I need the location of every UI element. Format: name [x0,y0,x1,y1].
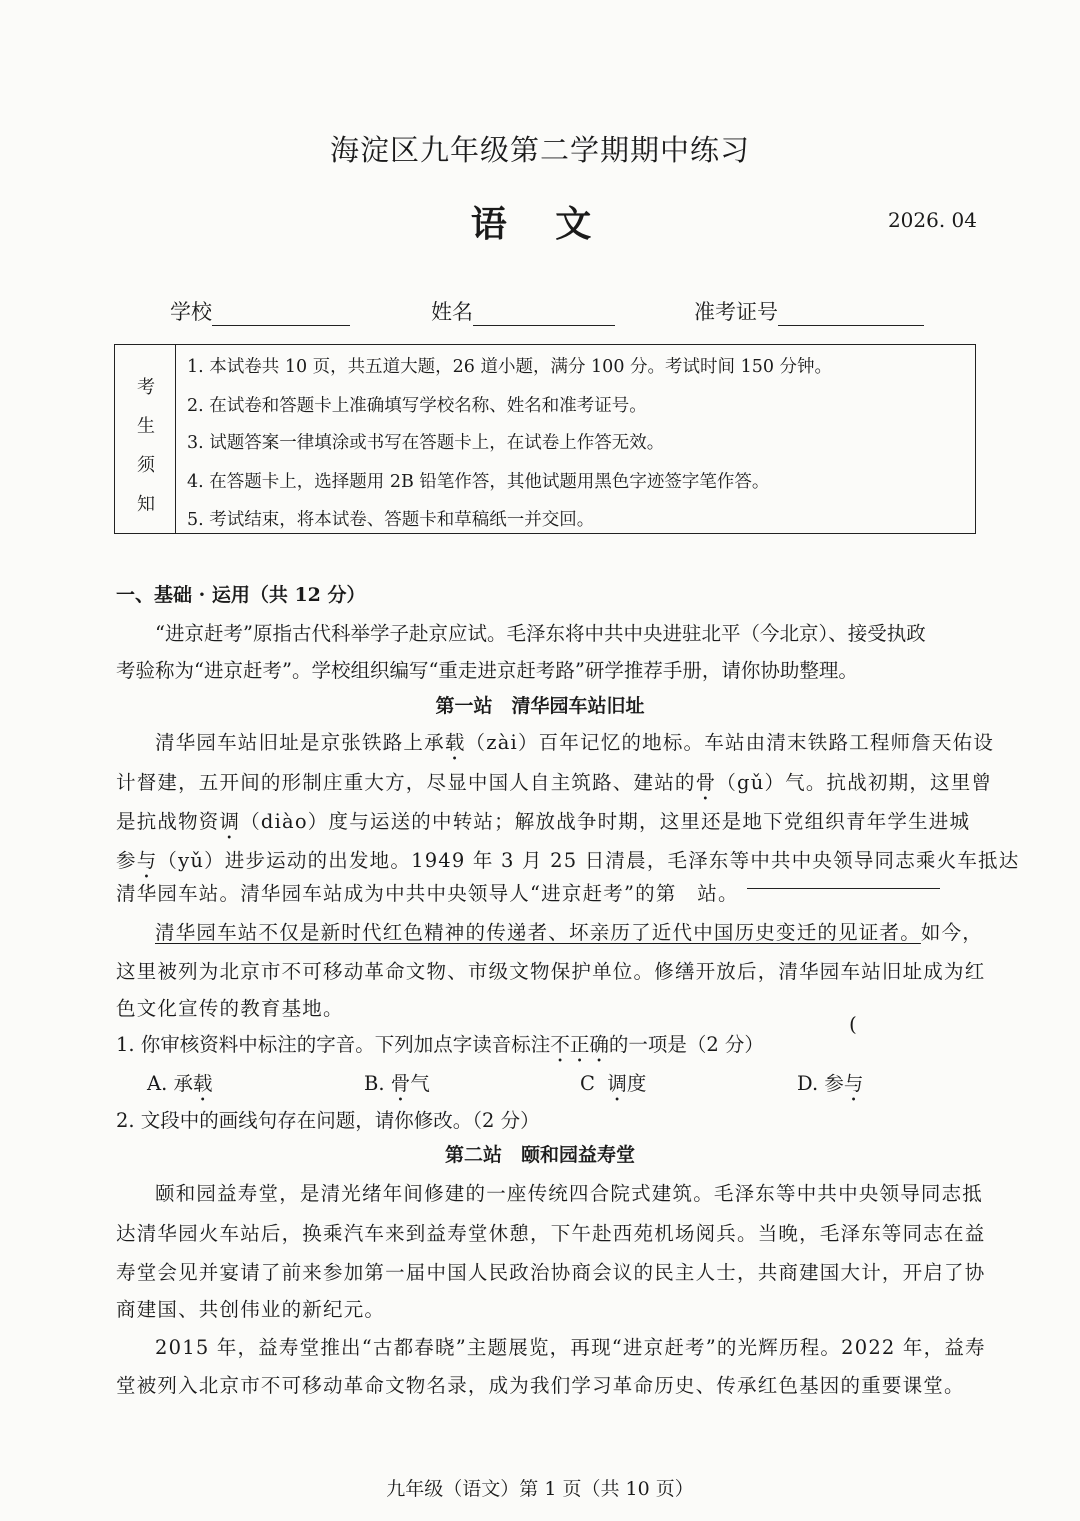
school-label: 学校 [170,300,212,324]
text-run: 的一项是（2 分） [608,1033,764,1056]
text-run: 是抗战物资 [116,810,220,833]
text-run: 参 [824,1072,844,1095]
station1-line [116,767,992,805]
name-field[interactable] [431,296,615,326]
page-footer: 九年级（语文）第 1 页（共 10 页） [386,1478,694,1500]
text-run: （zài）百年记忆的地标。车站由清末铁路工程师詹天佑设 [465,731,995,754]
station1-line [155,917,983,945]
school-field[interactable] [170,296,350,326]
text-run: （yǔ）进步运动的出发地。1949 年 3 月 25 日清晨，毛泽东等中共中央领导同志乘火车抵达 [157,849,1020,872]
dotted-char: 骨 [390,1072,411,1095]
dotted-char: 调 [607,1072,627,1095]
option-c[interactable] [580,1068,646,1106]
text-run: 气 [410,1072,430,1095]
dotted-char: 不正确 [550,1033,609,1056]
exam-date: 2026. 04 [887,208,977,232]
exam-id-blank[interactable] [778,303,924,326]
dotted-char: 骨 [695,771,717,794]
text-run: 如今， [920,921,984,944]
answer-line [747,888,940,889]
dotted-char: 载 [444,731,466,754]
subject-title: 语 文 [470,203,610,245]
notice-side-label [115,345,176,533]
intro-line: 考验称为“进京赶考”。学校组织编写“重走进京赶考路”研学推荐手册，请你协助整理。 [116,659,858,682]
notice-item: 5. 考试结束，将本试卷、答题卡和草稿纸一并交回。 [187,510,595,530]
intro-line: “进京赶考”原指古代科举学子赴京应试。毛泽东将中共中央进驻北平（今北京）、接受执政 [155,622,926,645]
notice-char: 须 [137,455,155,476]
dotted-char: 与 [136,849,158,872]
option-letter: A. [147,1072,168,1095]
dotted-char: 调 [219,810,241,833]
station1-title: 第一站 清华园车站旧址 [435,695,645,717]
underlined-sentence: 清华园车站不仅是新时代红色精神的传递者、坏亲历了近代中国历史变迁的见证者。 [155,921,921,944]
text-run: 承 [173,1072,193,1095]
option-b[interactable] [364,1068,430,1106]
text-run: 度 [626,1072,647,1095]
name-blank[interactable] [473,303,615,326]
station1-line: 色文化宣传的教育基地。 [116,997,344,1020]
station2-line: 商建国、共创伟业的新纪元。 [116,1298,386,1321]
station2-line: 堂被列入北京市不可移动革命文物名录，成为我们学习革命历史、传承红色基因的重要课堂。 [116,1374,965,1397]
notice-box [114,344,976,534]
notice-item: 1. 本试卷共 10 页，共五道大题，26 道小题，满分 100 分。考试时间 150 分钟。 [187,357,833,377]
dotted-char: 与 [843,1072,864,1095]
exam-id-label: 准考证号 [694,300,778,324]
text-run: 清华园车站旧址是京张铁路上承 [155,731,445,754]
text-run: （diào）度与运送的中转站；解放战争时期，这里还是地下党组织青年学生进城 [240,810,971,833]
notice-char: 知 [137,494,155,515]
station1-line [155,727,994,765]
notice-char: 生 [137,416,155,437]
notice-item: 2. 在试卷和答题卡上准确填写学校名称、姓名和准考证号。 [187,396,647,416]
option-letter: D. [797,1072,819,1095]
dotted-char: 载 [193,1072,213,1095]
station2-line: 颐和园益寿堂，是清光绪年间修建的一座传统四合院式建筑。毛泽东等中共中央领导同志抵 [155,1182,984,1205]
station2-line: 寿堂会见并宴请了前来参加第一届中国人民政治协商会议的民主人士，共商建国大计，开启了协 [116,1261,986,1284]
school-blank[interactable] [212,303,350,326]
text-run: （gǔ）气。抗战初期，这里曾 [716,771,993,794]
answer-paren: ( [849,1012,857,1036]
notice-char: 考 [137,377,155,398]
station2-line: 达清华园火车站后，换乘汽车来到益寿堂休憩，下午赴西苑机场阅兵。当晚，毛泽东等同志在益 [116,1222,986,1245]
section-heading: 一、基础 · 运用（共 12 分） [116,584,366,606]
option-letter: B. [364,1072,385,1095]
notice-item: 3. 试题答案一律填涂或书写在答题卡上，在试卷上作答无效。 [187,433,665,453]
text-run: 计督建，五开间的形制庄重大方，尽显中国人自主筑路、建站的 [116,771,696,794]
question-2-stem: 2. 文段中的画线句存在问题，请你修改。（2 分） [116,1109,540,1132]
station1-line: 这里被列为北京市不可移动革命文物、市级文物保护单位。修缮开放后，清华园车站旧址成为红 [116,960,986,983]
station1-line [116,806,970,844]
station2-line: 2015 年，益寿堂推出“古都春晓”主题展览，再现“进京赶考”的光辉历程。2022 年，益寿 [155,1336,986,1359]
exam-id-field[interactable] [694,296,924,326]
option-a[interactable] [147,1068,213,1106]
question-1-stem [116,1026,764,1067]
name-label: 姓名 [431,300,473,324]
exam-title: 海淀区九年级第二学期期中练习 [329,133,750,167]
text-run: 1. 你审核资料中标注的字音。下列加点字读音标注 [116,1033,551,1056]
station2-title: 第二站 颐和园益寿堂 [444,1144,635,1166]
option-d[interactable] [797,1068,863,1106]
notice-item: 4. 在答题卡上，选择题用 2B 铅笔作答，其他试题用黑色字迹签字笔作答。 [187,472,770,492]
option-letter: C [580,1072,595,1095]
text-run: 参 [116,849,137,872]
station1-line: 清华园车站。清华园车站成为中共中央领导人“进京赶考”的第 站。 [116,882,739,905]
